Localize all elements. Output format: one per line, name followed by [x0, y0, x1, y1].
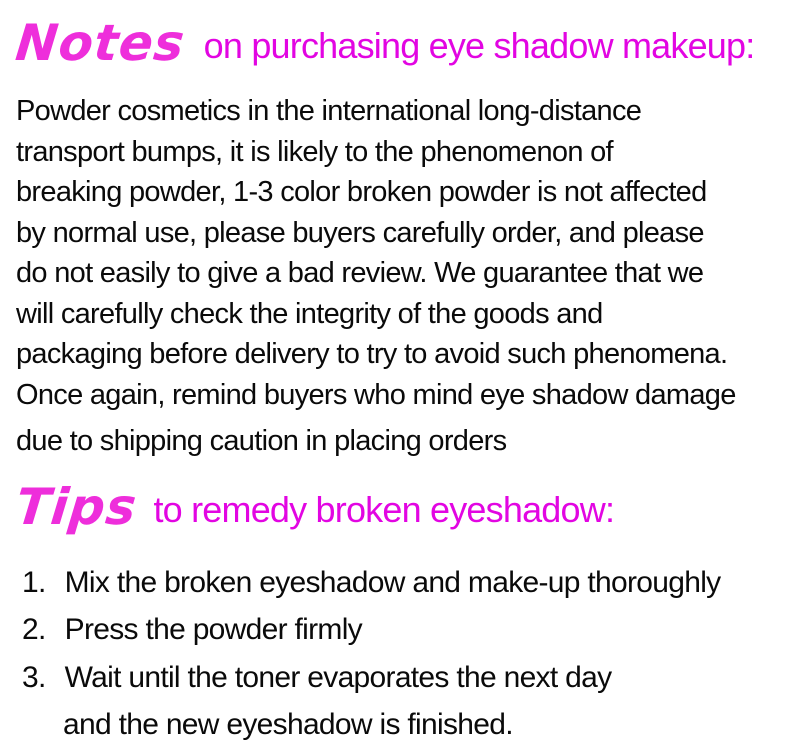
paragraph-line: will carefully check the integrity of the goods and	[16, 297, 603, 330]
notes-heading	[13, 10, 800, 72]
list-item-marker: 2.	[22, 613, 46, 646]
paragraph-line: Once again, remind buyers who mind eye shadow damage	[16, 378, 736, 411]
paragraph-line: by normal use, please buyers carefully order, and please	[16, 216, 704, 249]
paragraph-line: breaking powder, 1-3 color broken powder is not affected	[16, 176, 707, 208]
list-item	[16, 606, 800, 654]
list-item-text: Wait until the toner evaporates the next day	[64, 660, 612, 694]
paragraph-line: packaging before delivery to try to avoid such phenomena.	[16, 338, 728, 370]
list-item	[16, 559, 800, 607]
tips-list	[16, 559, 800, 749]
notes-heading-script-word: Notes	[13, 14, 188, 72]
list-item	[16, 654, 800, 702]
notes-paragraph	[16, 91, 800, 462]
paragraph-line: transport bumps, it is likely to the phenomenon of	[16, 135, 613, 168]
list-item-text: Mix the broken eyeshadow and make-up thoroughly	[64, 565, 721, 599]
list-item-continuation	[16, 701, 800, 749]
list-item-marker: 3.	[22, 660, 46, 694]
tips-heading-rest: to remedy broken eyeshadow:	[153, 488, 615, 530]
list-item-marker: 1.	[22, 565, 46, 599]
paragraph-line: do not easily to give a bad review. We guarantee that we	[16, 257, 704, 289]
list-item-text: Press the powder firmly	[64, 613, 362, 646]
list-item-text: and the new eyeshadow is finished.	[63, 708, 513, 741]
paragraph-line: due to shipping caution in placing orders	[16, 425, 507, 457]
tips-heading	[13, 477, 800, 536]
notes-heading-rest: on purchasing eye shadow makeup:	[203, 25, 755, 66]
paragraph-line: Powder cosmetics in the international long-distance	[16, 95, 642, 127]
tips-heading-script-word: Tips	[13, 477, 140, 536]
